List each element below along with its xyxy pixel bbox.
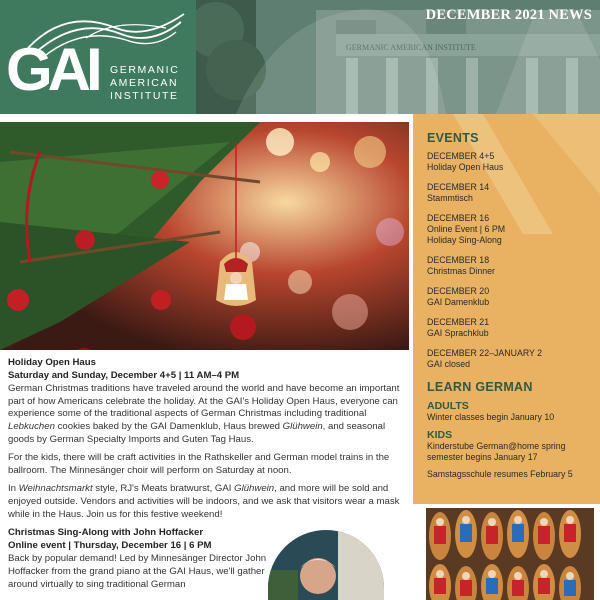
event-date: DECEMBER 18 xyxy=(427,255,490,265)
article2-paragraph-1: Back by popular demand! Led by Minnesänger Director John Hoffacker from the grand piano at the GAI Haus, we'll gather around virtually to sing traditional German xyxy=(8,553,267,590)
events-heading: EVENTS xyxy=(427,131,479,145)
event-name: GAI Sprachklub xyxy=(427,328,489,338)
event-item[interactable] xyxy=(427,255,597,277)
event-item[interactable] xyxy=(427,317,597,339)
event-date: DECEMBER 14 xyxy=(427,182,490,192)
article1-paragraph-2: For the kids, there will be craft activities in the Rathskeller and German model trains in the ballroom. The Minnesänger choir will perform on Saturday at noon. xyxy=(8,452,390,476)
logo-word-american: AMERICAN xyxy=(110,77,179,89)
event-name: GAI Damenklub xyxy=(427,297,490,307)
event-date: DECEMBER 20 xyxy=(427,286,490,296)
newsletter-header xyxy=(0,0,600,114)
event-name: GAI closed xyxy=(427,359,471,369)
adults-heading: ADULTS xyxy=(427,400,469,412)
christmas-tree-photo xyxy=(0,122,409,350)
lebkuchen-cookies-photo xyxy=(426,508,594,600)
logo-wordmark xyxy=(110,64,179,103)
event-name: Holiday Open Haus xyxy=(427,162,504,172)
learn-german-section xyxy=(427,380,597,480)
event-item[interactable] xyxy=(427,286,597,308)
event-name: Holiday Sing-Along xyxy=(427,235,502,245)
event-item[interactable] xyxy=(427,151,597,173)
gai-logo[interactable] xyxy=(0,0,196,114)
events-sidebar xyxy=(413,114,600,504)
logo-word-germanic: GERMANIC xyxy=(110,64,180,76)
article2 xyxy=(8,527,270,591)
issue-title: DECEMBER 2021 NEWS xyxy=(425,7,592,23)
event-item[interactable] xyxy=(427,348,597,370)
logo-word-institute: INSTITUTE xyxy=(110,90,179,102)
event-date: DECEMBER 21 xyxy=(427,317,490,327)
event-name: Christmas Dinner xyxy=(427,266,495,276)
sidebar-content xyxy=(427,131,597,486)
kids-heading: KIDS xyxy=(427,429,453,441)
event-date: DECEMBER 22–JANUARY 2 xyxy=(427,348,543,358)
event-item[interactable] xyxy=(427,182,597,204)
article2-subtitle: Online event | Thursday, December 16 | 6 PM xyxy=(8,539,212,551)
article1-subtitle: Saturday and Sunday, December 4+5 | 11 AM–4 PM xyxy=(8,369,240,381)
article2-title: Christmas Sing-Along with John Hoffacker xyxy=(8,527,204,539)
svg-text:GERMANIC AMERICAN INSTITUTE: GERMANIC AMERICAN INSTITUTE xyxy=(346,43,476,52)
event-name: Stammtisch xyxy=(427,193,473,203)
article1-title: Holiday Open Haus xyxy=(8,357,96,368)
event-date: DECEMBER 16 xyxy=(427,213,490,223)
samstagsschule-text: Samstagsschule resumes February 5 xyxy=(427,469,573,479)
logo-letters: GAI xyxy=(6,36,98,103)
article1-paragraph-3: In Weihnachtsmarkt style, RJ's Meats bratwurst, GAI Glühwein, and more will be sold and enjoyed outside. Vendors and activities will be indoors, and we ask that visitors wear a mask while in the Haus. Join us for this festive weekend! xyxy=(8,483,400,520)
article1-paragraph-1: German Christmas traditions have traveled around the world and have become an important part of how Americans celebrate the holiday. At the GAI's Holiday Open Haus, everyone can experience some of the traditional aspects of German Christmas including traditional Lebkuchen cookies baked by the GAI Damenklub, Haus brewed Glühwein, and seasonal goods by German Specialty Imports and Guten Tag Haus. xyxy=(8,383,400,445)
adults-text: Winter classes begin January 10 xyxy=(427,412,555,422)
learn-german-heading: LEARN GERMAN xyxy=(427,380,533,394)
event-detail: Online Event | 6 PM xyxy=(427,224,506,234)
kids-text: Kinderstube German@home spring semester begins January 17 xyxy=(427,441,566,462)
event-date: DECEMBER 4+5 xyxy=(427,151,495,161)
event-item[interactable] xyxy=(427,213,597,246)
